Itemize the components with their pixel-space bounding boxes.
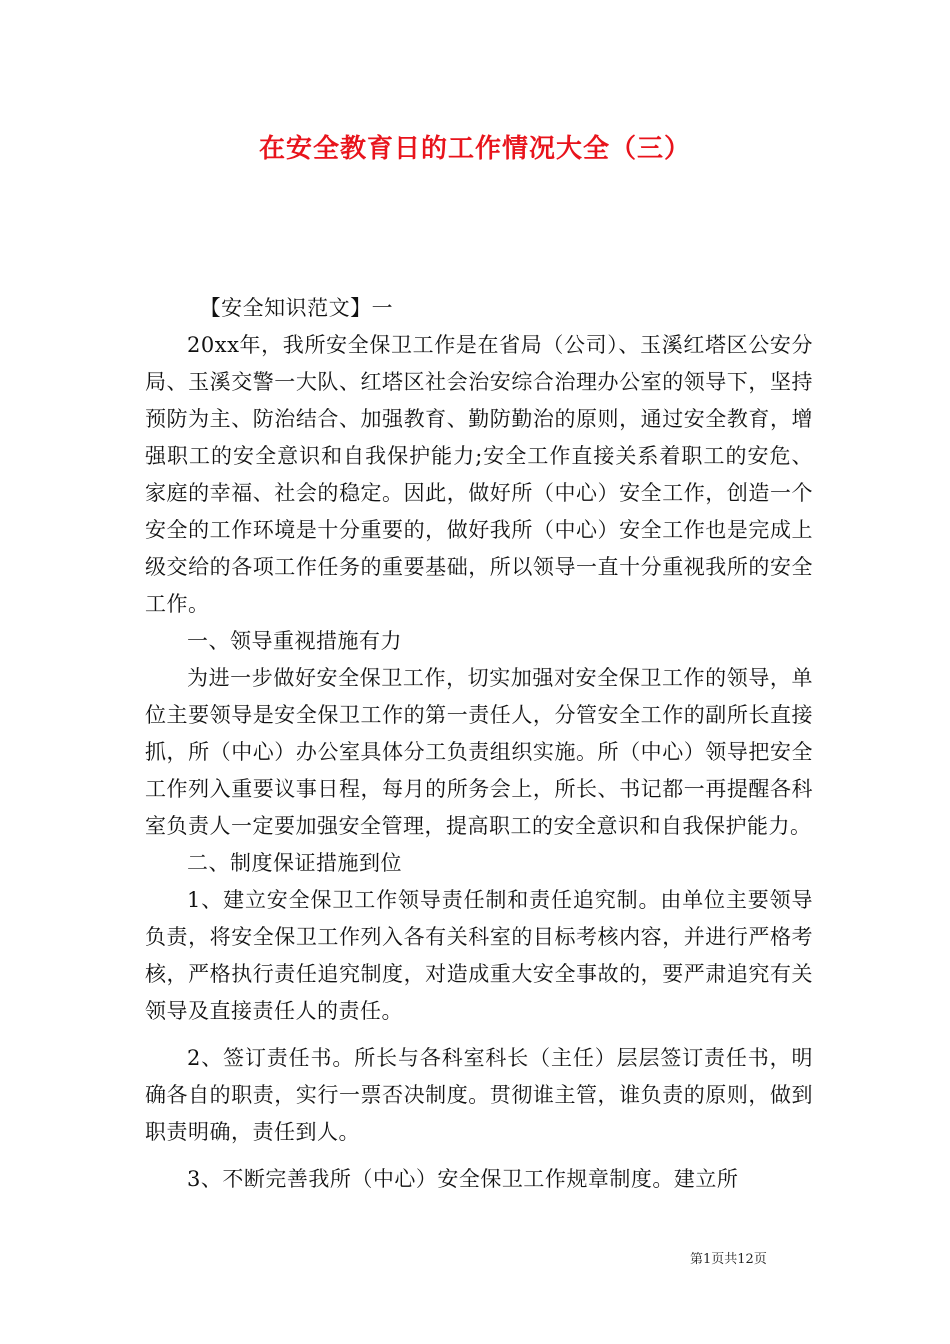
section-kicker: 【安全知识范文】一 [199, 296, 394, 320]
section-heading-1: 一、领导重视措施有力 [187, 629, 402, 653]
section-heading-2: 二、制度保证措施到位 [187, 851, 402, 875]
document-title: 在安全教育日的工作情况大全（三） [258, 134, 691, 164]
paragraph-item-2: 2、签订责任书。所长与各科室科长（主任）层层签订责任书，明确各自的职责，实行一票否决制度。贯彻谁主管，谁负责的原则，做到职责明确，责任到人。 [145, 1046, 813, 1144]
paragraph-leadership: 为进一步做好安全保卫工作，切实加强对安全保卫工作的领导，单位主要领导是安全保卫工作的第一责任人，分管安全工作的副所长直接抓，所（中心）办公室具体分工负责组织实施。所（中心）领导把安全工作列入重要议事日程，每月的所务会上，所长、书记都一再提醒各科室负责人一定要加强安全管理，提高职工的安全意识和自我保护能力。 [145, 666, 813, 838]
document-body [145, 290, 813, 1198]
paragraph-item-3: 3、不断完善我所（中心）安全保卫工作规章制度。建立所 [187, 1167, 739, 1191]
page-number-footer: 第1页共12页 [690, 1252, 767, 1267]
paragraph-item-1: 1、建立安全保卫工作领导责任制和责任追究制。由单位主要领导负责，将安全保卫工作列入各有关科室的目标考核内容，并进行严格考核，严格执行责任追究制度，对造成重大安全事故的，要严肃追究有关领导及直接责任人的责任。 [145, 888, 813, 1023]
paragraph-intro: 20xx年，我所安全保卫工作是在省局（公司）、玉溪红塔区公安分局、玉溪交警一大队、红塔区社会治安综合治理办公室的领导下，坚持预防为主、防治结合、加强教育、勤防勤治的原则，通过安全教育，增强职工的安全意识和自我保护能力;安全工作直接关系着职工的安危、家庭的幸福、社会的稳定。因此，做好所（中心）安全工作，创造一个安全的工作环境是十分重要的，做好我所（中心）安全工作也是完成上级交给的各项工作任务的重要基础，所以领导一直十分重视我所的安全工作。 [145, 333, 813, 616]
